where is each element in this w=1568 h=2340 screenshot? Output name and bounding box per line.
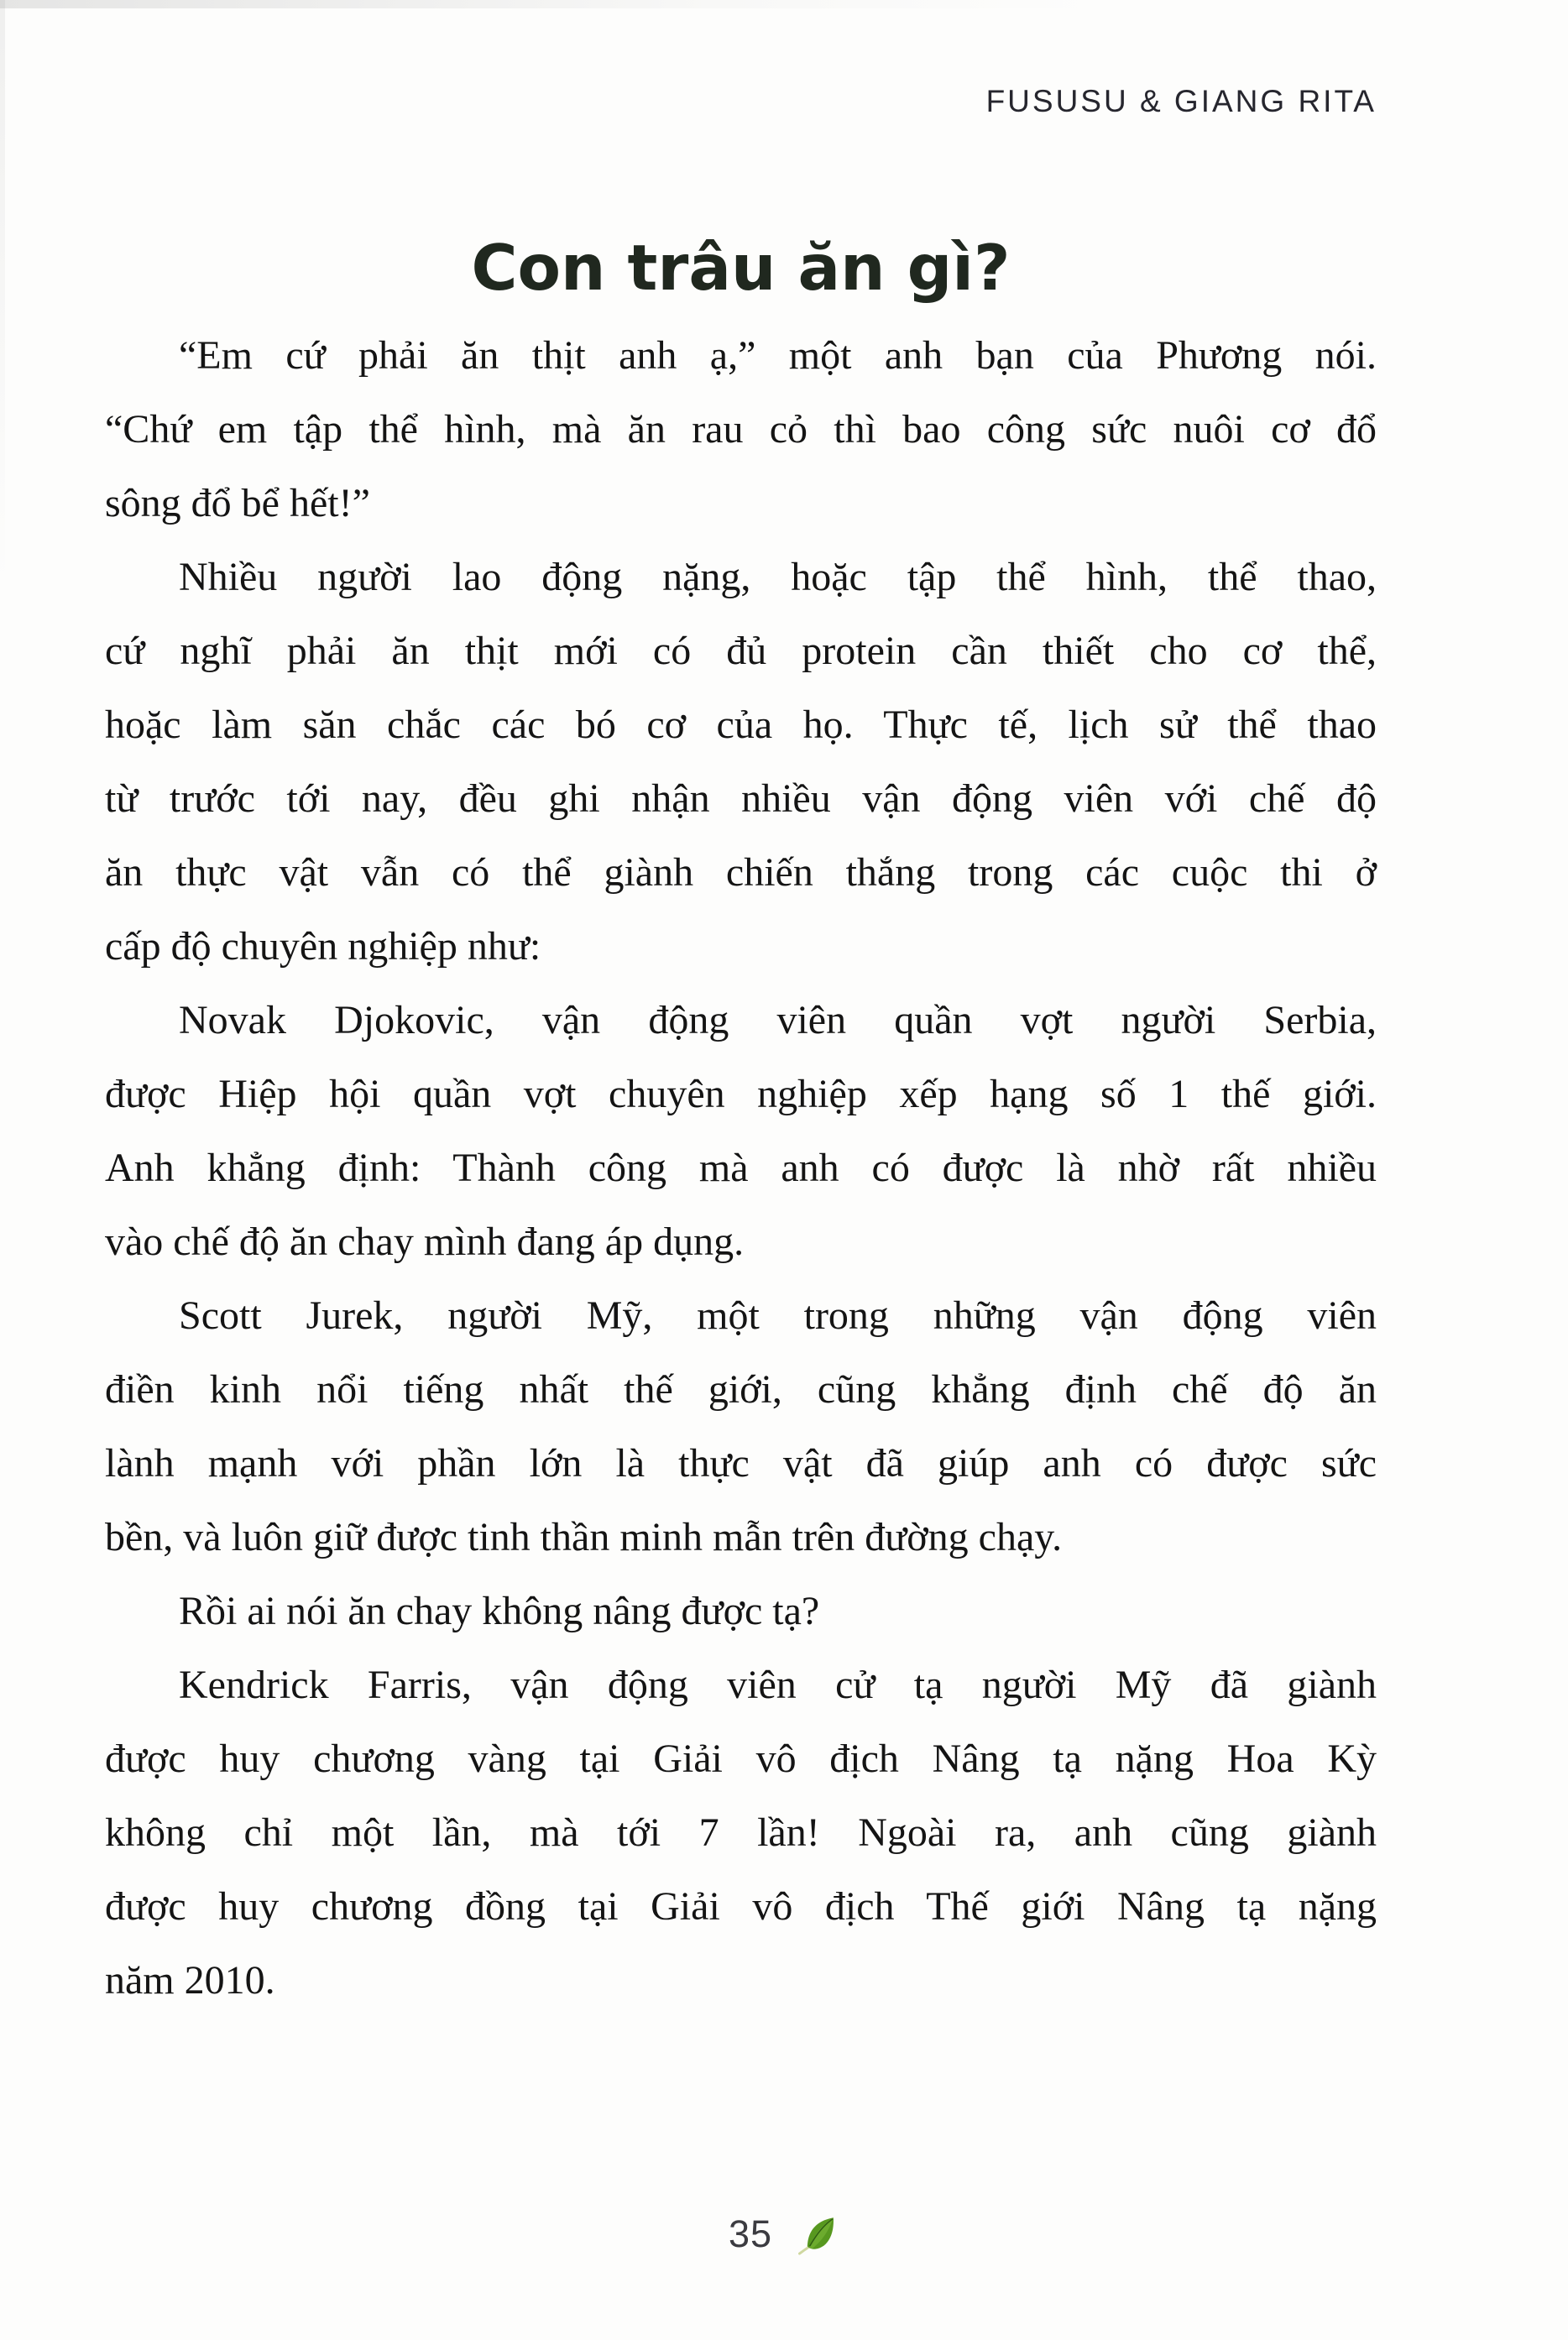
body-line: từ trước tới nay, đều ghi nhận nhiều vận động viên với chế độ xyxy=(105,776,1377,821)
body-line: cứ nghĩ phải ăn thịt mới có đủ protein cần thiết cho cơ thể, xyxy=(105,629,1377,673)
body-line: Anh khẳng định: Thành công mà anh có được là nhờ rất nhiều xyxy=(105,1146,1377,1190)
body-line: bền, và luôn giữ được tinh thần minh mẫn trên đường chạy. xyxy=(105,1515,1063,1559)
body-line: không chỉ một lần, mà tới 7 lần! Ngoài ra, anh cũng giành xyxy=(105,1810,1377,1855)
body-text xyxy=(105,319,1377,2018)
body-line: sông đổ bể hết!” xyxy=(105,481,370,525)
body-line: được Hiệp hội quần vợt chuyên nghiệp xếp hạng số 1 thế giới. xyxy=(105,1072,1377,1116)
page-number: 35 xyxy=(728,2212,773,2255)
leaf-icon xyxy=(793,2212,842,2266)
body-line: cấp độ chuyên nghiệp như: xyxy=(105,924,541,969)
body-line: Nhiều người lao động nặng, hoặc tập thể hình, thể thao, xyxy=(179,555,1377,599)
body-line: Novak Djokovic, vận động viên quần vợt người Serbia, xyxy=(179,998,1377,1042)
body-line: hoặc làm săn chắc các bó cơ của họ. Thực tế, lịch sử thể thao xyxy=(105,703,1377,747)
body-line: “Em cứ phải ăn thịt anh ạ,” một anh bạn của Phương nói. xyxy=(179,333,1377,378)
body-line: Scott Jurek, người Mỹ, một trong những vận động viên xyxy=(179,1293,1377,1338)
chapter-title: Con trâu ăn gì? xyxy=(471,231,1011,305)
body-line: ăn thực vật vẫn có thể giành chiến thắng trong các cuộc thi ở xyxy=(105,850,1377,895)
body-line: vào chế độ ăn chay mình đang áp dụng. xyxy=(105,1220,745,1264)
body-line: được huy chương đồng tại Giải vô địch Thế giới Nâng tạ nặng xyxy=(105,1884,1377,1929)
body-line: được huy chương vàng tại Giải vô địch Nâng tạ nặng Hoa Kỳ xyxy=(105,1737,1377,1781)
body-line: điền kinh nổi tiếng nhất thế giới, cũng khẳng định chế độ ăn xyxy=(105,1367,1377,1412)
page-footer xyxy=(0,2209,1568,2259)
body-line: năm 2010. xyxy=(105,1958,275,2003)
body-line: Kendrick Farris, vận động viên cử tạ người Mỹ đã giành xyxy=(179,1663,1377,1707)
body-line: Rồi ai nói ăn chay không nâng được tạ? xyxy=(179,1589,820,1633)
body-line: “Chứ em tập thể hình, mà ăn rau cỏ thì bao công sức nuôi cơ đổ xyxy=(105,407,1377,452)
running-header-author: FUSUSU & GIANG RITA xyxy=(985,84,1377,118)
body-line: lành mạnh với phần lớn là thực vật đã giúp anh có được sức xyxy=(105,1441,1377,1486)
